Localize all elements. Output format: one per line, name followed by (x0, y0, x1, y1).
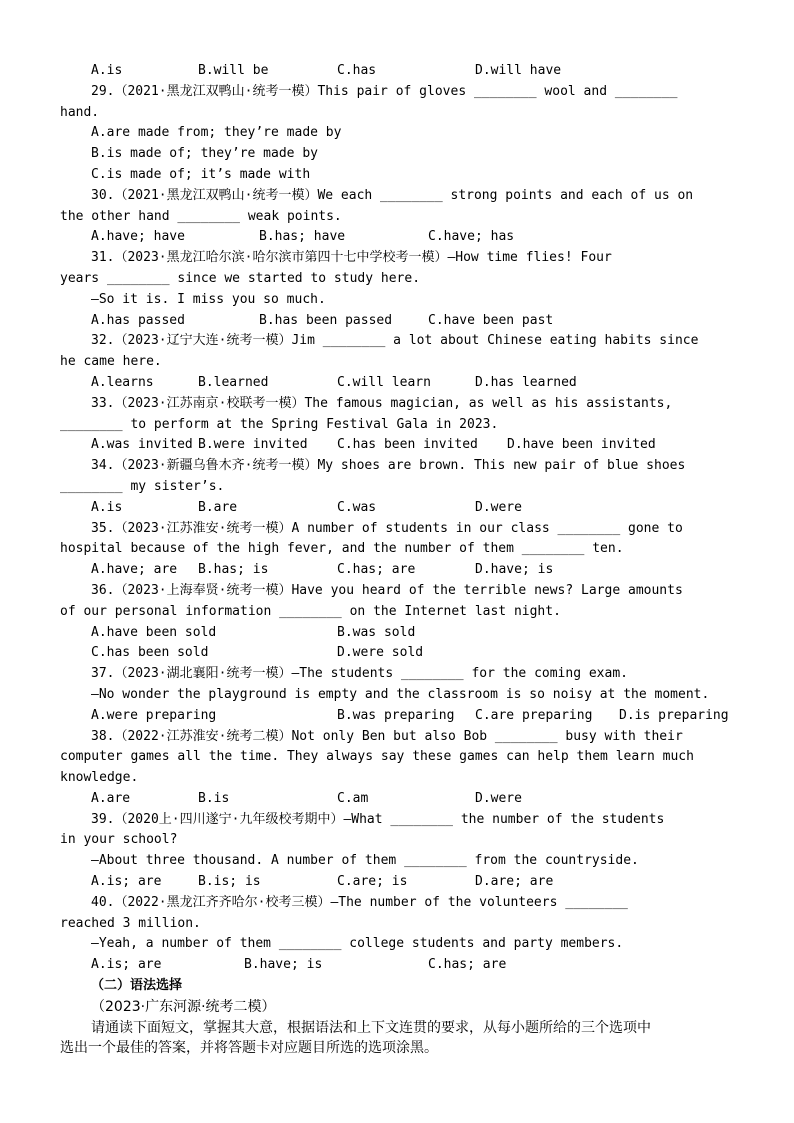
q33-stem: 33.（2023·江苏南京·校联考一模）The famous magician, as well as his assistants, (91, 395, 673, 411)
document-page (60, 61, 734, 1059)
option-d: D.have been invited (507, 437, 656, 453)
option-d: D.has learned (475, 374, 577, 390)
option-c: C.are; is (337, 874, 408, 890)
q29-option-a: A.are made from; they’re made by (91, 125, 342, 141)
q30-options (60, 227, 734, 248)
q31-stem-cont: years ________ since we started to study here. (60, 270, 421, 286)
q38-stem: 38.（2022·江苏淮安·统考二模）Not only Ben but also Bob ________ busy with their (91, 728, 683, 744)
q40-stem-cont: reached 3 million. (60, 915, 201, 931)
q40-stem: 40.（2022·黑龙江齐齐哈尔·校考三模）—The number of the volunteers ________ (91, 894, 628, 910)
option-a: A.is; are (91, 874, 162, 890)
option-b: B.will be (198, 63, 269, 78)
option-b: B.is (198, 790, 230, 806)
q37-stem: 37.（2023·湖北襄阳·统考一模）—The students ________ for the coming exam. (91, 666, 628, 682)
option-c: C.has been invited (337, 437, 478, 453)
option-a: A.have; have (91, 229, 185, 245)
q30-stem: 30.（2021·黑龙江双鸭山·统考一模）We each ________ strong points and each of us on (91, 187, 694, 203)
option-d: D.will have (475, 63, 562, 78)
q29-option-b: B.is made of; they’re made by (91, 146, 318, 162)
q37-options (60, 706, 734, 727)
q32-options (60, 373, 734, 394)
option-b: B.were invited (198, 437, 308, 453)
q36-stem: 36.（2023·上海奉贤·统考一模）Have you heard of the terrible news? Large amounts (91, 582, 683, 598)
option-b: B.has; have (259, 229, 346, 245)
option-b: B.has been passed (259, 312, 393, 328)
q40-options (60, 955, 734, 976)
option-a: A.was invited (91, 437, 193, 453)
q31-options (60, 311, 734, 332)
option-a: A.learns (91, 374, 154, 390)
section-heading: （二）语法选择 (91, 978, 183, 994)
q31-dialog: —So it is. I miss you so much. (91, 291, 326, 307)
q34-options (60, 498, 734, 519)
option-d: D.have; is (475, 562, 554, 578)
option-c: C.am (337, 790, 369, 806)
q37-dialog: —No wonder the playground is empty and the classroom is so noisy at the moment. (91, 686, 710, 702)
q34-stem-cont: ________ my sister’s. (60, 478, 225, 494)
q32-stem: 32.（2023·辽宁大连·统考一模）Jim ________ a lot about Chinese eating habits since (91, 333, 699, 349)
q30-stem-cont: the other hand ________ weak points. (60, 208, 342, 224)
q33-stem-cont: ________ to perform at the Spring Festival Gala in 2023. (60, 416, 499, 432)
option-b: B.are (198, 499, 238, 515)
q35-stem: 35.（2023·江苏淮安·统考一模）A number of students in our class ________ gone to (91, 520, 683, 536)
q28-options (60, 61, 734, 82)
option-a: A.have; are (91, 562, 178, 578)
q38-options (60, 789, 734, 810)
option-c: C.has (337, 63, 377, 78)
q35-stem-cont: hospital because of the high fever, and the number of them ________ ten. (60, 541, 624, 557)
option-a: A.are (91, 790, 131, 806)
option-c: C.has been sold (91, 645, 209, 661)
option-b: B.has; is (198, 562, 269, 578)
q32-stem-cont: he came here. (60, 354, 162, 370)
option-d: D.were (475, 499, 522, 515)
q29-stem-cont: hand. (60, 104, 100, 120)
option-d: D.is preparing (619, 707, 729, 723)
option-d: D.were sold (337, 645, 424, 661)
q36-stem-cont: of our personal information ________ on the Internet last night. (60, 603, 561, 619)
option-a: A.were preparing (91, 707, 217, 723)
q35-options (60, 560, 734, 581)
section-instructions-cont: 选出一个最佳的答案，并将答题卡对应题目所选的选项涂黑。 (60, 1040, 438, 1057)
option-c: C.are preparing (475, 707, 593, 723)
option-c: C.have been past (428, 312, 554, 328)
q29-stem: 29.（2021·黑龙江双鸭山·统考一模）This pair of gloves ________ wool and ________ (91, 83, 678, 99)
option-c: C.have; has (428, 229, 515, 245)
q39-stem-cont: in your school? (60, 832, 178, 848)
q29-option-c: C.is made of; it’s made with (91, 166, 311, 182)
option-a: A.have been sold (91, 624, 217, 640)
q34-stem: 34.（2023·新疆乌鲁木齐·统考一模）My shoes are brown. This new pair of blue shoes (91, 458, 686, 474)
q36-options-row1 (60, 623, 734, 644)
option-d: D.are; are (475, 874, 554, 890)
q31-stem: 31.（2023·黑龙江哈尔滨·哈尔滨市第四十七中学校考一模）—How time flies! Four (91, 250, 612, 266)
q33-options (60, 435, 734, 456)
option-c: C.will learn (337, 374, 431, 390)
q39-options (60, 872, 734, 893)
option-b: B.is; is (198, 874, 261, 890)
section-source: （2023·广东河源·统考二模） (91, 998, 276, 1015)
section-instructions: 请通读下面短文，掌握其大意，根据语法和上下文连贯的要求，从每小题所给的三个选项中 (91, 1019, 651, 1036)
option-c: C.has; are (337, 562, 416, 578)
option-a: A.is (91, 499, 123, 515)
q39-stem: 39.（2020上·四川遂宁·九年级校考期中）—What ________ the number of the students (91, 811, 665, 827)
option-d: D.were (475, 790, 522, 806)
q39-dialog: —About three thousand. A number of them ________ from the countryside. (91, 853, 639, 869)
option-c: C.has; are (428, 957, 507, 973)
option-b: B.was preparing (337, 707, 455, 723)
q38-stem-cont: computer games all the time. They always say these games can help them learn much (60, 749, 694, 765)
q36-options-row2 (60, 643, 734, 664)
option-a: A.is (91, 63, 123, 78)
option-a: A.has passed (91, 312, 185, 328)
q40-dialog: —Yeah, a number of them ________ college students and party members. (91, 936, 624, 952)
option-b: B.learned (198, 374, 269, 390)
q38-stem-cont2: knowledge. (60, 770, 139, 786)
option-b: B.have; is (244, 957, 323, 973)
option-b: B.was sold (337, 624, 416, 640)
option-c: C.was (337, 499, 377, 515)
option-a: A.is; are (91, 957, 162, 973)
